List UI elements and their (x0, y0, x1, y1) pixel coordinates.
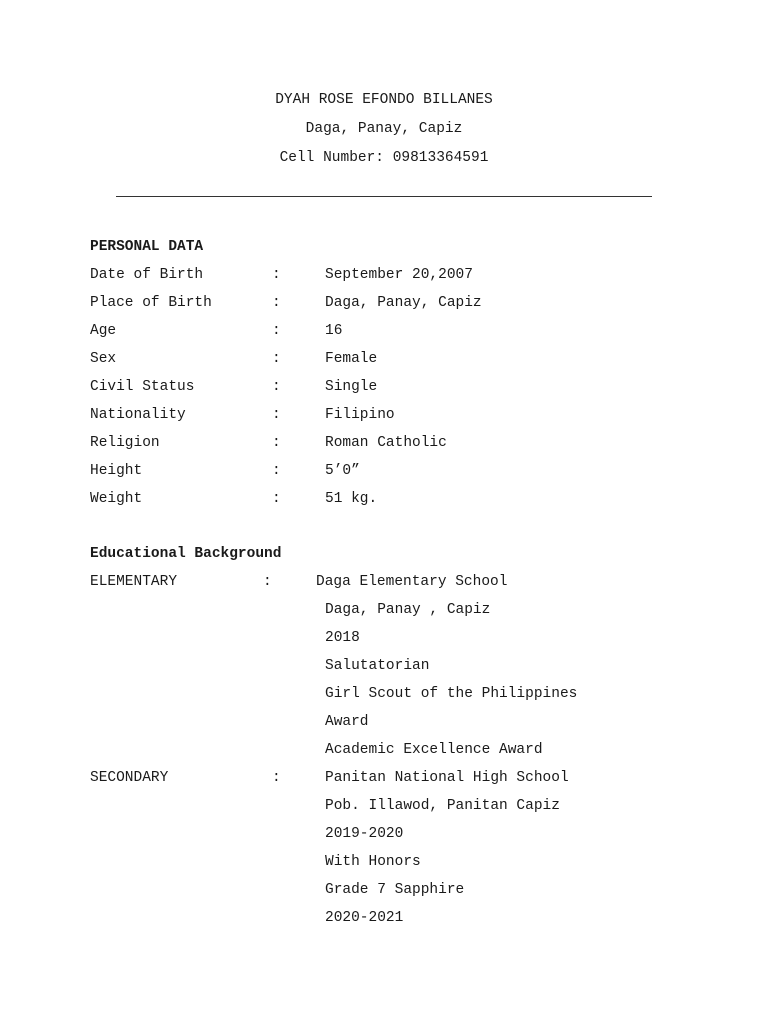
award-item: Award (325, 714, 369, 730)
field-label: Sex (90, 351, 117, 367)
education-line (0, 882, 768, 902)
field-colon: : (272, 323, 281, 339)
field-label: Height (90, 463, 143, 479)
field-value: Daga, Panay, Capiz (325, 295, 482, 311)
field-label: Date of Birth (90, 267, 204, 283)
education-line (0, 854, 768, 874)
applicant-name: DYAH ROSE EFONDO BILLANES (275, 92, 493, 108)
field-colon: : (272, 770, 281, 786)
education-line (0, 686, 768, 706)
award-item: Academic Excellence Award (325, 742, 543, 758)
education-line (0, 910, 768, 930)
award-item: With Honors (325, 854, 421, 870)
personal-data-heading: PERSONAL DATA (90, 239, 204, 255)
personal-row-weight (0, 491, 768, 511)
school-address: Pob. Illawod, Panitan Capiz (325, 798, 560, 814)
field-value: September 20,2007 (325, 267, 473, 283)
personal-row-date-of-birth (0, 267, 768, 287)
field-value: Single (325, 379, 378, 395)
field-value: 51 kg. (325, 491, 378, 507)
education-line (0, 630, 768, 650)
field-colon: : (272, 435, 281, 451)
field-colon: : (272, 267, 281, 283)
education-line (0, 714, 768, 734)
award-item: Grade 7 Sapphire (325, 882, 465, 898)
applicant-cell-number: Cell Number: 09813364591 (279, 150, 489, 166)
field-colon: : (272, 379, 281, 395)
field-label: Place of Birth (90, 295, 212, 311)
personal-row-place-of-birth (0, 295, 768, 315)
field-value: 16 (325, 323, 343, 339)
header-divider (116, 196, 652, 197)
field-value: 5’0” (325, 463, 360, 479)
personal-row-nationality (0, 407, 768, 427)
field-label: Religion (90, 435, 160, 451)
personal-row-height (0, 463, 768, 483)
personal-row-sex (0, 351, 768, 371)
field-colon: : (272, 295, 281, 311)
award-item: Salutatorian (325, 658, 430, 674)
school-year: 2020-2021 (325, 910, 404, 926)
school-name: Panitan National High School (325, 770, 569, 786)
education-line (0, 602, 768, 622)
field-label: Nationality (90, 407, 186, 423)
educational-background-heading: Educational Background (90, 546, 282, 562)
award-item: Girl Scout of the Philippines (325, 686, 578, 702)
education-line (0, 742, 768, 762)
education-line (0, 798, 768, 818)
field-label: Weight (90, 491, 143, 507)
field-colon: : (272, 351, 281, 367)
education-line (0, 826, 768, 846)
personal-row-religion (0, 435, 768, 455)
field-label: Civil Status (90, 379, 195, 395)
education-secondary (0, 770, 768, 790)
school-address: Daga, Panay , Capiz (325, 602, 491, 618)
school-name: Daga Elementary School (316, 574, 508, 590)
field-value: Female (325, 351, 378, 367)
education-elementary (0, 574, 768, 594)
education-level-label: SECONDARY (90, 770, 169, 786)
field-value: Filipino (325, 407, 395, 423)
field-colon: : (272, 491, 281, 507)
field-colon: : (272, 463, 281, 479)
school-year: 2019-2020 (325, 826, 404, 842)
field-value: Roman Catholic (325, 435, 447, 451)
personal-row-age (0, 323, 768, 343)
field-colon: : (272, 407, 281, 423)
school-year: 2018 (325, 630, 360, 646)
field-colon: : (263, 574, 272, 590)
field-label: Age (90, 323, 117, 339)
education-level-label: ELEMENTARY (90, 574, 178, 590)
education-line (0, 658, 768, 678)
applicant-address: Daga, Panay, Capiz (305, 121, 463, 137)
personal-row-civil-status (0, 379, 768, 399)
